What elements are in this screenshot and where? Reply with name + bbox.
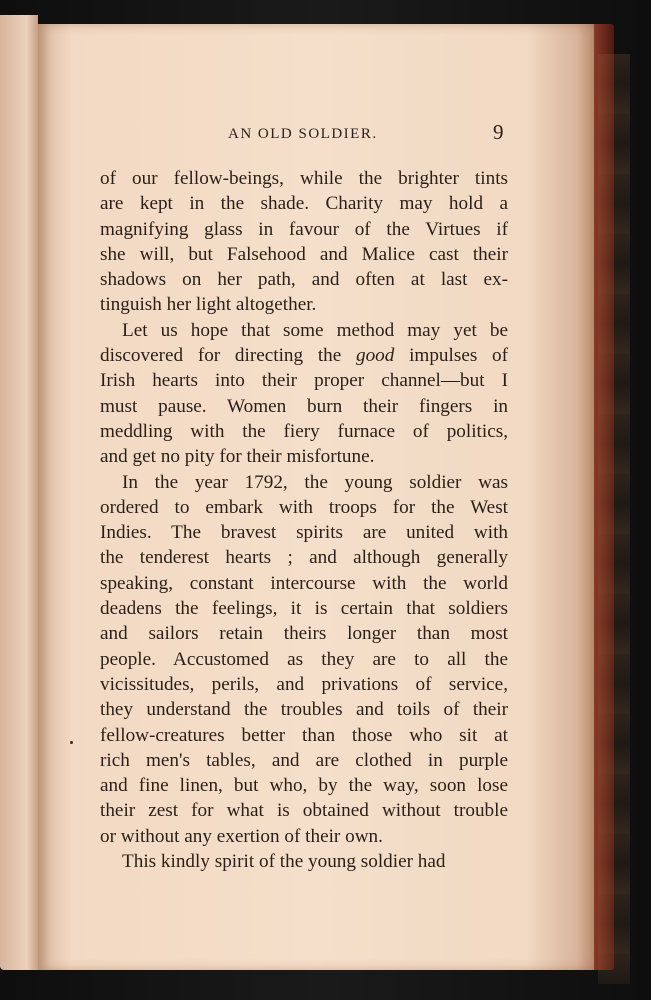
text-line: are kept in the shade. Charity may hold a xyxy=(100,193,508,215)
text-line: or without any exertion of their own. xyxy=(100,825,383,847)
margin-mark xyxy=(70,741,73,744)
text-line: deadens the feelings, it is certain that soldiers xyxy=(100,598,508,620)
text-line: In the year 1792, the young soldier was xyxy=(122,471,508,493)
text-line: rich men's tables, and are clothed in purple xyxy=(100,749,508,771)
text-line: meddling with the fiery furnace of politics, xyxy=(100,420,508,442)
text-line: shadows on her path, and often at last ex- xyxy=(100,269,508,291)
text-line: Irish hearts into their proper channel—but I xyxy=(100,370,508,392)
text-segment: impulses of xyxy=(394,345,508,367)
page-number: 9 xyxy=(493,120,504,144)
text-line: must pause. Women burn their fingers in xyxy=(100,395,508,417)
page-header xyxy=(38,120,594,150)
text-line: This kindly spirit of the young soldier had xyxy=(122,851,446,873)
paragraph-1 xyxy=(100,166,508,318)
text-line: and get no pity for their misfortune. xyxy=(100,446,375,468)
text-line: magnifying glass in favour of the Virtues if xyxy=(100,218,508,240)
text-line: ordered to embark with troops for the West xyxy=(100,496,508,518)
text-line: she will, but Falsehood and Malice cast their xyxy=(100,243,508,265)
body-text xyxy=(100,166,508,874)
paragraph-2 xyxy=(100,318,508,470)
text-line: fellow-creatures better than those who sit at xyxy=(100,724,508,746)
paragraph-3 xyxy=(100,470,508,849)
text-segment: discovered for directing the xyxy=(100,345,356,367)
paragraph-4 xyxy=(100,849,508,874)
text-line-with-emphasis xyxy=(100,343,508,368)
text-line: the tenderest hearts ; and although generally xyxy=(100,547,508,569)
book-page xyxy=(38,24,594,970)
text-line: Indies. The bravest spirits are united with xyxy=(100,522,508,544)
text-line: people. Accustomed as they are to all the xyxy=(100,648,508,670)
text-line: they understand the troubles and toils of their xyxy=(100,699,508,721)
text-line: and sailors retain theirs longer than most xyxy=(100,623,508,645)
text-line: vicissitudes, perils, and privations of service, xyxy=(100,673,508,695)
text-line: and fine linen, but who, by the way, soon lose xyxy=(100,775,508,797)
text-line: speaking, constant intercourse with the world xyxy=(100,572,508,594)
text-line: their zest for what is obtained without trouble xyxy=(100,800,508,822)
facing-page-edge xyxy=(0,15,38,970)
emphasis-word: good xyxy=(355,345,395,367)
text-line: Let us hope that some method may yet be xyxy=(122,319,508,341)
text-line: of our fellow-beings, while the brighter tints xyxy=(100,168,508,189)
text-line: tinguish her light altogether. xyxy=(100,294,317,316)
running-head: AN OLD SOLDIER. xyxy=(228,126,378,142)
